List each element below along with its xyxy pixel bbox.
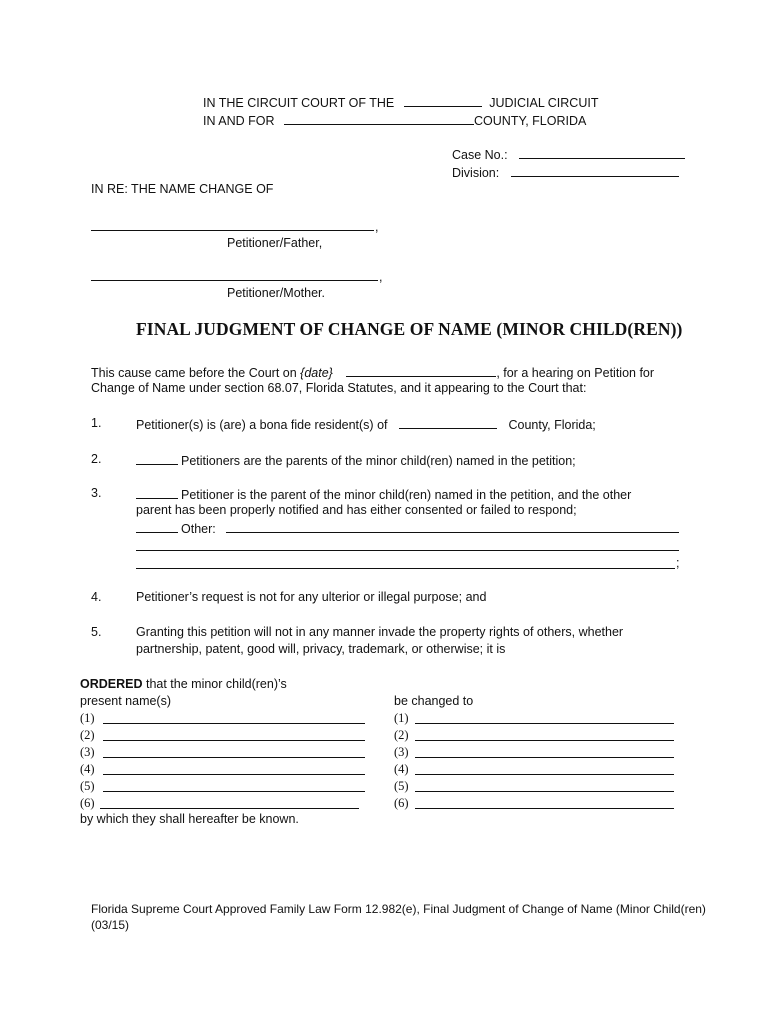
finding-5-text-line-2: partnership, patent, good will, privacy, trademark, or otherwise; it is bbox=[136, 642, 506, 656]
finding-3-text: Petitioner is the parent of the minor child(ren) named in the petition, and the other bbox=[181, 488, 632, 502]
petitioner-mother-label: Petitioner/Mother. bbox=[227, 286, 325, 300]
row-number: (6) bbox=[394, 796, 409, 810]
finding-2 bbox=[136, 452, 576, 468]
new-name-field-5[interactable] bbox=[415, 791, 674, 792]
intro-text-end: , for a hearing on Petition for bbox=[496, 366, 655, 380]
row-number: (6) bbox=[80, 796, 95, 810]
new-name-row bbox=[394, 762, 676, 778]
date-placeholder: {date} bbox=[300, 366, 333, 380]
division-row bbox=[452, 164, 679, 180]
ordered-label: ORDERED bbox=[80, 677, 143, 691]
semicolon: ; bbox=[676, 556, 680, 570]
present-name-field-2[interactable] bbox=[103, 740, 365, 741]
in-and-for-label: IN AND FOR bbox=[203, 114, 275, 128]
present-name-field-1[interactable] bbox=[103, 723, 365, 724]
row-number: (4) bbox=[394, 762, 409, 776]
finding-5-text: Granting this petition will not in any manner invade the property rights of others, whether bbox=[136, 625, 624, 639]
present-name-field-6[interactable] bbox=[100, 808, 359, 809]
comma: , bbox=[379, 270, 383, 284]
division-label: Division: bbox=[452, 166, 500, 180]
present-name-row bbox=[80, 762, 370, 778]
finding-number: 5. bbox=[91, 625, 102, 639]
case-no-field[interactable] bbox=[519, 146, 685, 159]
finding-4-text: Petitioner’s request is not for any ulterior or illegal purpose; and bbox=[136, 590, 487, 604]
present-name-field-5[interactable] bbox=[103, 791, 365, 792]
form-revision-date: (03/15) bbox=[91, 918, 130, 932]
new-name-row bbox=[394, 796, 676, 812]
row-number: (1) bbox=[80, 711, 95, 725]
finding-1 bbox=[136, 416, 596, 432]
county-blank[interactable] bbox=[284, 112, 474, 125]
circuit-blank[interactable] bbox=[404, 94, 482, 107]
finding-3 bbox=[136, 486, 631, 502]
new-name-row bbox=[394, 745, 676, 761]
new-name-row bbox=[394, 779, 676, 795]
finding-2-text: Petitioners are the parents of the minor child(ren) named in the petition; bbox=[181, 454, 576, 468]
resident-county-field[interactable] bbox=[399, 416, 497, 429]
county-florida-label: COUNTY, FLORIDA bbox=[474, 114, 587, 128]
petitioner-father-label: Petitioner/Father, bbox=[227, 236, 323, 250]
finding-3-checkbox-blank[interactable] bbox=[136, 486, 178, 499]
finding-1-text: Petitioner(s) is (are) a bona fide resident(s) of bbox=[136, 418, 388, 432]
row-number: (1) bbox=[394, 711, 409, 725]
form-footer: Florida Supreme Court Approved Family Law Form 12.982(e), Final Judgment of Change of Name (Minor Child(ren) bbox=[91, 902, 706, 916]
row-number: (3) bbox=[394, 745, 409, 759]
in-re-heading: IN RE: THE NAME CHANGE OF bbox=[91, 182, 274, 196]
new-name-field-4[interactable] bbox=[415, 774, 674, 775]
other-field-line-3[interactable] bbox=[136, 568, 675, 569]
intro-line-2: Change of Name under section 68.07, Florida Statutes, and it appearing to the Court that: bbox=[91, 381, 587, 395]
present-name-row bbox=[80, 779, 370, 795]
case-no-label: Case No.: bbox=[452, 148, 508, 162]
row-number: (5) bbox=[394, 779, 409, 793]
closing-text: by which they shall hereafter be known. bbox=[80, 812, 299, 826]
row-number: (5) bbox=[80, 779, 95, 793]
comma: , bbox=[375, 220, 379, 234]
row-number: (2) bbox=[394, 728, 409, 742]
present-name-row bbox=[80, 728, 370, 744]
finding-number: 3. bbox=[91, 486, 102, 500]
division-field[interactable] bbox=[511, 164, 679, 177]
present-name-row bbox=[80, 745, 370, 761]
father-name-field[interactable] bbox=[91, 230, 374, 231]
county-florida-text: County, Florida; bbox=[508, 418, 596, 432]
finding-2-checkbox-blank[interactable] bbox=[136, 452, 178, 465]
case-no-row bbox=[452, 146, 685, 162]
court-label: IN THE CIRCUIT COURT OF THE bbox=[203, 96, 395, 110]
new-names-heading: be changed to bbox=[394, 694, 474, 708]
finding-number: 1. bbox=[91, 416, 102, 430]
finding-3-text-line-2: parent has been properly notified and has either consented or failed to respond; bbox=[136, 503, 577, 517]
court-line-1 bbox=[203, 94, 598, 110]
other-field-line-2[interactable] bbox=[136, 550, 679, 551]
new-name-field-6[interactable] bbox=[415, 808, 674, 809]
court-line-2 bbox=[203, 112, 586, 128]
other-field-line-1[interactable] bbox=[226, 532, 679, 533]
other-row bbox=[136, 520, 216, 536]
intro-text: This cause came before the Court on bbox=[91, 366, 301, 380]
present-names-heading: present name(s) bbox=[80, 694, 172, 708]
hearing-date-field[interactable] bbox=[346, 364, 496, 377]
other-checkbox-blank[interactable] bbox=[136, 520, 178, 533]
intro-line-1 bbox=[91, 364, 654, 380]
finding-number: 4. bbox=[91, 590, 102, 604]
present-name-field-4[interactable] bbox=[103, 774, 365, 775]
document-title: FINAL JUDGMENT OF CHANGE OF NAME (MINOR CHILD(REN)) bbox=[136, 319, 683, 339]
row-number: (3) bbox=[80, 745, 95, 759]
ordered-text: that the minor child(ren)’s bbox=[142, 677, 287, 691]
row-number: (2) bbox=[80, 728, 95, 742]
present-name-field-3[interactable] bbox=[103, 757, 365, 758]
mother-name-field[interactable] bbox=[91, 280, 378, 281]
present-name-row bbox=[80, 796, 370, 812]
new-name-field-2[interactable] bbox=[415, 740, 674, 741]
new-name-row bbox=[394, 711, 676, 727]
row-number: (4) bbox=[80, 762, 95, 776]
present-name-row bbox=[80, 711, 370, 727]
judicial-circuit-label: JUDICIAL CIRCUIT bbox=[489, 96, 599, 110]
new-name-field-3[interactable] bbox=[415, 757, 674, 758]
ordered-line bbox=[80, 677, 287, 691]
finding-number: 2. bbox=[91, 452, 102, 466]
new-name-field-1[interactable] bbox=[415, 723, 674, 724]
other-label: Other: bbox=[181, 522, 216, 536]
new-name-row bbox=[394, 728, 676, 744]
